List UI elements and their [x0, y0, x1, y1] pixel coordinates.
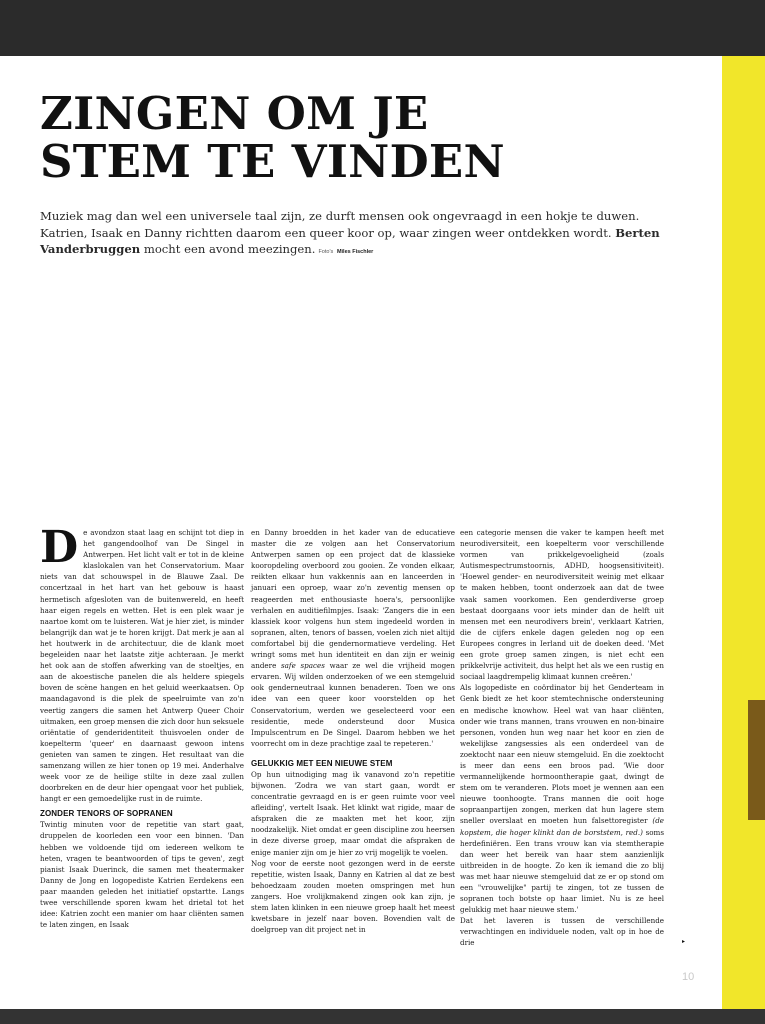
paragraph-text: e avondzon staat laag en schijnt tot diep in het gangendoolhof van De Singel in Antwerpen. Het licht valt er tot in de kleine klaslokalen van het Conservatorium. Maar niets van dat schouwspel in de Blauwe Zaal. De concertzaal in het hart van het gebouw is haast hermetisch afgesloten van de buitenwereld, en heeft haar eigen regels en wetten. Het is een plek waar je naartoe komt om te luisteren. Wat je hier ziet, is minder belangrijk dan wat je te horen krijgt. Dat merk je aan al het houtwerk in de architectuur, die de klank moet begeleiden naar het laatste zitje achteraan. Je merkt het ook aan de stoffen afwerking van de stoeltjes, en aan de akoestische panelen die als heldere spiegels boven de scène hangen en het geluid weerkaatsen. Op maandagavond is die plek de speelruimte van zo'n veertig zangers die samen het Antwerp Queer Choir uitmaken, een groep mensen die zich door hun seksuele oriëntatie of genderidentiteit thuisvoelen onder de koepelterm 'queer' en daarnaast gewoon intens genieten van samen te zingen. Het resultaat van die samenzang willen ze hier tonen op 19 mei. Anderhalve week voor ze de heilige stilte in deze zaal zullen doorbreken en de deur hier opengaat voor het publiek, hangt er een gemoedelijke rust in de ruimte.: [40, 528, 244, 804]
paragraph-emphasis: (de kopstem, die hoger klinkt dan de borststem, red.): [460, 816, 664, 837]
headline-line-1: ZINGEN OM JE: [40, 87, 429, 140]
paragraph-text: en Danny broedden in het kader van de educatieve master die ze volgen aan het Conservatorium Antwerpen samen op een project dat de klassieke kooropdeling overboord zou gooien. Ze vonden elkaar, reikten elkaar hun vakkennis aan en lanceerden in januari een oproep, waar zo'n zeventig mensen op reageerden met enthousiaste hoera's, persoonlijke verhalen en auditiefilmpjes. Isaak: 'Zangers die in een klassiek koor volgens hun stem ingedeeld worden in sopranen, alten, tenors of bassen, voelen zich niet altijd comfortabel bij die gendernormatieve verdeling. Het wringt soms met hun identiteit en dan zijn er weinig andere: [251, 528, 455, 671]
body-column-1: [40, 522, 244, 930]
body-column-3: [460, 527, 664, 949]
body-paragraph: Op hun uitnodiging mag ik vanavond zo'n repetitie bijwonen. 'Zodra we van start gaan, wordt er concentratie gevraagd en is er geen ruimte voor veel afleiding', vertelt Isaak. Het klinkt wat rigide, maar de afspraken die ze maakten met het koor, zijn noodzakelijk. Niet omdat er geen discipline zou heersen in deze diverse groep, maar omdat die afspraken de enige manier zijn om je hier zo vrij mogelijk te voelen.: [251, 769, 455, 857]
lead-author: Berten Vanderbruggen: [40, 225, 660, 256]
page-number: 10: [682, 971, 695, 983]
paragraph-text: waar ze wel die vrijheid mogen ervaren. Wij wilden onderzoeken of we een stemgeluid ook genderneutraal kunnen benaderen. Toen we ons idee van een queer koor voorstelden op het Conservatorium, werden we geselecteerd voor een residentie, mede ondersteund door Musica Impulscentrum en De Singel. Daarom hebben we het voorrecht om in deze prachtige zaal te repeteren.': [251, 661, 455, 748]
paragraph-text: Als logopediste en coördinator bij het Genderteam in Genk biedt ze het koor stemtechnische ondersteuning en medische knowhow. Heel wat van haar cliënten, onder wie trans mannen, trans vrouwen en non-binaire personen, vonden hun weg naar het koor en zien de wekelijkse zangsessies als een onderdeel van de zoektocht naar een nieuw stemgeluid. En die zoektocht is meer dan eens een broos pad. 'Wie door vermannelijkende hormoontherapie gaat, dwingt de stem om te veranderen. Plots moet je wennen aan een nieuwe toonhoogte. Trans mannen die ooit hoge sopraanpartijen zongen, merken dat hun lagere stem sneller overslaat en moeten hun falsettoregister: [460, 683, 664, 826]
article-lead: [40, 208, 688, 261]
lead-tail: mocht een avond meezingen.: [143, 242, 316, 256]
lead-text: Muziek mag dan wel een universele taal zijn, ze durft mensen ook ongevraagd in een hokje te duwen. Katrien, Isaak en Danny richtten daarom een queer koor op, waar zingen weer ontdekken wordt.: [40, 209, 640, 240]
magazine-page: [0, 56, 722, 1009]
body-paragraph: een categorie mensen die vaker te kampen heeft met neurodiversiteit, een koepelterm voor verschillende vormen van prikkelgevoeligheid (zoals Autismespectrumstoornis, ADHD, hoogsensitiviteit). 'Hoewel gender- en neurodiversiteit weinig met elkaar te maken hebben, toont onderzoek aan dat de twee vaak samen voorkomen. Een genderdiverse groep bestaat doorgaans voor iets minder dan de helft uit mensen met een neurodivers brein', verklaart Katrien, die de cijfers enkele dagen geleden nog op een Europees congres in Ierland uit de doeken deed. 'Met een grote groep samen zingen, is niet echt een prikkelvrije activiteit, dus helpt het als we een rustig en sociaal laagdrempelig klimaat kunnen creëren.': [460, 528, 664, 682]
body-paragraph: Dat het laveren is tussen de verschillende verwachtingen en individuele noden, valt op in hoe de drie: [460, 916, 664, 948]
body-paragraph: Nog voor de eerste noot gezongen werd in de eerste repetitie, wisten Isaak, Danny en Katrien al dat ze best behoedzaam zouden moeten omspringen met hun zangers. Hoe vrolijkmakend zingen ook kan zijn, je stem laten klinken in een nieuwe groep haalt het meest kwetsbare in jezelf naar boven. Bovendien valt de doelgroep van dit project net in: [251, 858, 455, 935]
next-page-photo-edge: [748, 700, 765, 820]
body-paragraph: Twintig minuten voor de repetitie van start gaat, druppelen de koorleden een voor een binnen. 'Dan hebben we voldoende tijd om iedereen welkom te heten, vragen te beantwoorden of tips te geven', zegt pianist Isaak Duerinck, die samen met theatermaker Danny de Jong en logopediste Katrien Eerdekens een paar maanden geleden het initiatief opstartte. Langs twee verschillende sporen kwam het drietal tot het idee: Katrien zocht een manier om haar cliënten samen te laten zingen, en Isaak: [40, 820, 244, 930]
paragraph-text: soms herdefiniëren. Een trans vrouw kan via stemtherapie dan weer het bereik van haar stem aanzienlijk uitbreiden in de hoogte. Zo ken ik iemand die zo blij was met haar nieuwe stemgeluid dat ze er op stond om een "vrouwelijke" partij te zingen, tot ze tussen de sopranen toch botste op haar limiet. Nu is ze heel gelukkig met haar nieuwe stem.': [460, 827, 664, 915]
photo-credit-label: Foto's: [318, 249, 334, 255]
viewer-top-bar: [0, 0, 765, 56]
paragraph-emphasis: safe spaces: [281, 661, 325, 671]
headline-line-2: STEM TE VINDEN: [40, 135, 505, 188]
body-column-2: [251, 527, 455, 935]
body-paragraph: [251, 527, 455, 749]
body-paragraph: [40, 522, 244, 804]
body-paragraph: [460, 682, 664, 915]
photo-credit-name: Miles Fischler: [336, 249, 374, 255]
drop-cap: D: [40, 522, 79, 573]
continue-arrow-icon: ▸: [682, 938, 686, 945]
next-page-edge: [720, 56, 765, 1009]
viewer-bottom-bar: [0, 1009, 765, 1024]
section-heading: GELUKKIG MET EEN NIEUWE STEM: [251, 758, 393, 768]
section-heading: ZONDER TENORS OF SOPRANEN: [40, 809, 173, 819]
article-headline: [40, 87, 690, 188]
